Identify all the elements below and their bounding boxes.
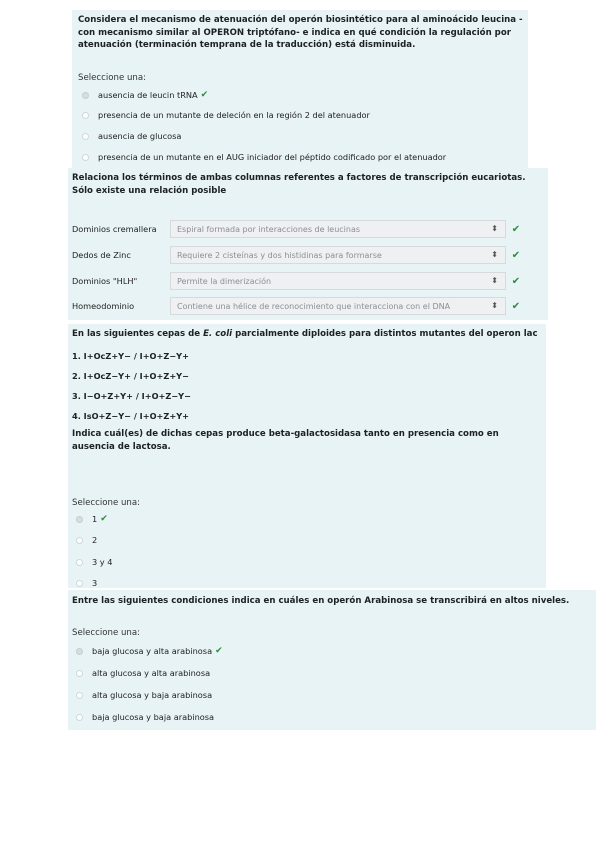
option-label: 3 y 4 (92, 557, 113, 567)
option-label: alta glucosa y baja arabinosa (92, 690, 213, 700)
q4-option-2[interactable] (76, 668, 210, 678)
radio-button[interactable] (76, 516, 83, 523)
q3-option-1[interactable] (76, 514, 108, 524)
radio-button[interactable] (76, 714, 83, 721)
question-3-prompt: Seleccione una: (72, 498, 141, 508)
question-3-text: Indica cuál(es) de dichas cepas produce beta-galactosidasa tanto en presencia como en ausencia de lactosa. (72, 429, 499, 452)
radio-button[interactable] (76, 648, 83, 655)
check-icon: ✔ (511, 300, 521, 312)
radio-button[interactable] (76, 559, 83, 566)
q4-option-4[interactable] (76, 712, 214, 722)
check-icon: ✔ (200, 90, 209, 100)
select-value: Permite la dimerización (177, 276, 272, 286)
intro-text-end: parcialmente diploides para distintos mutantes del operon lac (232, 329, 538, 339)
question-2-text: Relaciona los términos de ambas columnas referentes a factores de transcripción eucariotas. Sólo existe una relación posible (72, 173, 526, 196)
match-select[interactable] (170, 246, 506, 264)
q1-option-3[interactable] (82, 131, 181, 141)
question-4-prompt: Seleccione una: (72, 628, 141, 638)
check-icon: ✔ (100, 514, 108, 524)
check-icon: ✔ (215, 646, 223, 656)
select-value: Requiere 2 cisteínas y dos histidinas para formarse (177, 250, 382, 260)
question-1-block (72, 10, 528, 168)
option-label: alta glucosa y alta arabinosa (92, 668, 211, 678)
question-1-prompt: Seleccione una: (78, 73, 147, 83)
match-select[interactable] (170, 272, 506, 290)
match-select[interactable] (170, 220, 506, 238)
q1-option-4[interactable] (82, 152, 446, 162)
option-label: 1 (92, 514, 98, 524)
radio-button[interactable] (82, 112, 89, 119)
check-icon: ✔ (511, 275, 521, 287)
intro-organism: E. coli (203, 329, 233, 339)
radio-button[interactable] (82, 133, 89, 140)
q1-option-2[interactable] (82, 110, 370, 120)
select-value: Contiene una hélice de reconocimiento que interacciona con el DNA (177, 301, 451, 311)
match-row-3 (72, 271, 528, 291)
match-row-4 (72, 296, 528, 316)
strain-1: 1. I+OcZ+Y− / I+O+Z−Y+ (72, 351, 189, 361)
option-label: 2 (92, 535, 98, 545)
question-3-intro (72, 328, 542, 341)
intro-text: En las siguientes cepas de (72, 329, 204, 339)
select-caret-icon: ⬍ (491, 301, 498, 310)
check-icon: ✔ (511, 249, 521, 261)
option-label: ausencia de glucosa (98, 131, 182, 141)
select-caret-icon: ⬍ (491, 224, 498, 233)
match-select[interactable] (170, 297, 506, 315)
q3-option-2[interactable] (76, 535, 97, 545)
option-label: baja glucosa y alta arabinosa (92, 646, 213, 656)
question-4-text: Entre las siguientes condiciones indica en cuáles en operón Arabinosa se transcribirá en altos niveles. (72, 596, 570, 606)
q3-option-3[interactable] (76, 557, 112, 567)
match-row-2 (72, 245, 528, 265)
question-3-block (68, 324, 546, 588)
radio-button[interactable] (76, 670, 83, 677)
question-1-text: Considera el mecanismo de atenuación del operón biosintético para al aminoácido leucina -con mecanismo similar al OPERON triptófano- e indica en qué condición la regulación por atenuación (terminación temprana de la traducción) está disminuida. (78, 15, 523, 50)
strain-3: 3. I−O+Z+Y+ / I+O+Z−Y− (72, 391, 191, 401)
option-label: presencia de un mutante de deleción en la región 2 del atenuador (98, 110, 370, 120)
strain-4: 4. IsO+Z−Y− / I+O+Z+Y+ (72, 411, 189, 421)
q1-option-1[interactable] (82, 90, 208, 100)
select-value: Espiral formada por interacciones de leucinas (177, 224, 361, 234)
match-term: Homeodominio (72, 301, 135, 311)
q4-option-1[interactable] (76, 646, 223, 656)
question-4-block (68, 590, 596, 730)
option-label: 3 (92, 578, 98, 588)
option-label: ausencia de leucin tRNA (98, 90, 198, 100)
match-row-1 (72, 219, 528, 239)
select-caret-icon: ⬍ (491, 276, 498, 285)
check-icon: ✔ (511, 223, 521, 235)
select-caret-icon: ⬍ (491, 250, 498, 259)
match-term: Dominios cremallera (72, 224, 157, 234)
option-label: baja glucosa y baja arabinosa (92, 712, 215, 722)
radio-button[interactable] (76, 692, 83, 699)
q4-option-3[interactable] (76, 690, 212, 700)
radio-button[interactable] (76, 537, 83, 544)
match-term: Dominios "HLH" (72, 276, 138, 286)
q3-option-4[interactable] (76, 578, 97, 588)
radio-button[interactable] (82, 92, 89, 99)
strain-2: 2. I+OcZ−Y+ / I+O+Z+Y− (72, 371, 189, 381)
option-label: presencia de un mutante en el AUG iniciador del péptido codificado por el atenuador (98, 152, 447, 162)
match-term: Dedos de Zinc (72, 250, 131, 260)
radio-button[interactable] (76, 580, 83, 587)
radio-button[interactable] (82, 154, 89, 161)
